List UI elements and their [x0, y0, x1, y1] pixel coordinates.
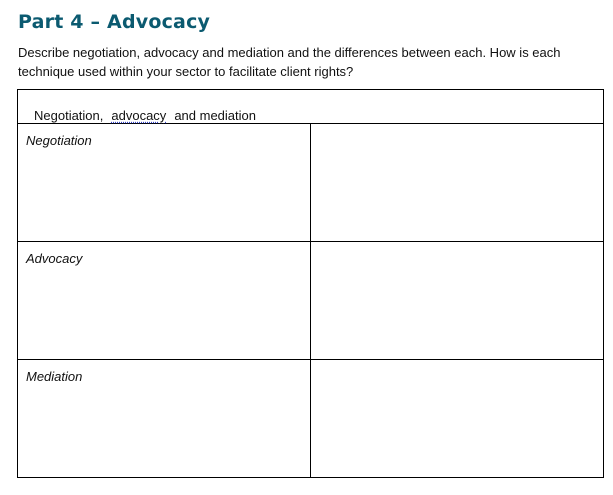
- table-row: [18, 360, 604, 478]
- row-label-cell: [18, 124, 311, 242]
- answer-field-advocacy[interactable]: [311, 242, 604, 360]
- answer-field-negotiation[interactable]: [311, 124, 604, 242]
- answer-table: [17, 89, 604, 478]
- table-header-row: [18, 90, 604, 124]
- table-row: [18, 124, 604, 242]
- table-header-text: [18, 90, 256, 123]
- table-header-cell: [18, 90, 604, 124]
- row-label-advocacy: Advocacy: [26, 251, 83, 266]
- row-label-cell: [18, 242, 311, 360]
- page-title: Part 4 – Advocacy: [18, 11, 211, 33]
- header-text-spellcheck-word: advocacy: [111, 108, 167, 123]
- header-text-part-1: Negotiation,: [34, 108, 104, 123]
- row-label-negotiation: Negotiation: [26, 133, 92, 148]
- table-row: [18, 242, 604, 360]
- instructions-text: Describe negotiation, advocacy and mediation and the differences between each. How is each technique used within your sector to facilitate client rights?: [18, 45, 561, 79]
- header-text-part-3: and mediation: [174, 108, 256, 123]
- row-label-mediation: Mediation: [26, 369, 83, 384]
- answer-field-mediation[interactable]: [311, 360, 604, 478]
- row-label-cell: [18, 360, 311, 478]
